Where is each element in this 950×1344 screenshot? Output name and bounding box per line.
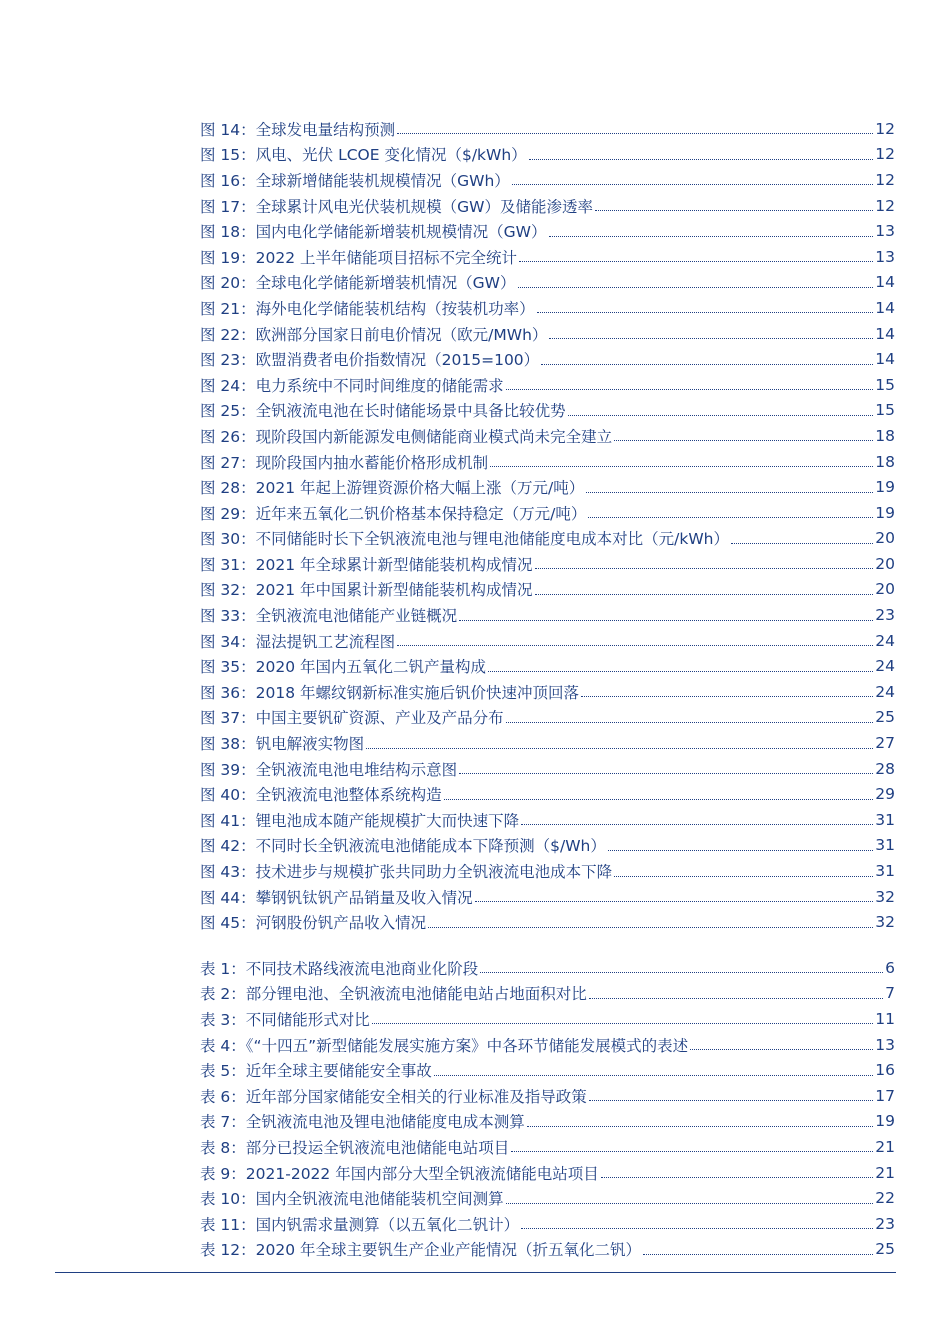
toc-figure-entry-label: 图 24：电力系统中不同时间维度的储能需求 — [200, 376, 504, 395]
dot-leader — [397, 133, 873, 134]
dot-leader — [459, 773, 873, 774]
dot-leader — [444, 799, 874, 800]
dot-leader — [511, 1151, 873, 1152]
toc-figure-entry[interactable] — [200, 321, 895, 347]
toc-figure-entry-page-number: 12 — [875, 196, 895, 215]
dot-leader — [549, 236, 874, 237]
toc-figure-entry[interactable] — [200, 807, 895, 833]
dot-leader — [521, 824, 873, 825]
toc-table-entry-label: 表 9：2021-2022 年国内部分大型全钒液流储能电站项目 — [200, 1164, 599, 1183]
toc-figure-entry-page-number: 15 — [875, 401, 895, 420]
toc-figure-entry-label: 图 27：现阶段国内抽水蓄能价格形成机制 — [200, 453, 489, 472]
toc-figure-entry[interactable] — [200, 526, 895, 552]
toc-figure-entry-page-number: 14 — [875, 324, 895, 343]
toc-table-entry-page-number: 19 — [875, 1112, 895, 1131]
toc-table-entry-label: 表 4：《“十四五”新型储能发展实施方案》中各环节储能发展模式的表述 — [200, 1036, 689, 1055]
toc-figure-entry-label: 图 21：海外电化学储能装机结构（按装机功率） — [200, 299, 535, 318]
toc-table-entry[interactable] — [200, 1185, 895, 1211]
dot-leader — [512, 184, 873, 185]
toc-table-entry[interactable] — [200, 1006, 895, 1032]
toc-figure-entry[interactable] — [200, 577, 895, 603]
toc-figure-entry[interactable] — [200, 705, 895, 731]
toc-table-entry-label: 表 2：部分锂电池、全钒液流电池储能电站占地面积对比 — [200, 985, 587, 1004]
toc-figure-entry-label: 图 44：攀钢钒钛钒产品销量及收入情况 — [200, 888, 473, 907]
toc-figure-entry-page-number: 31 — [875, 862, 895, 881]
toc-figure-entry-page-number: 31 — [875, 836, 895, 855]
toc-figure-entry-label: 图 26：现阶段国内新能源发电侧储能商业模式尚未完全建立 — [200, 427, 613, 446]
toc-figure-entry-page-number: 32 — [875, 913, 895, 932]
toc-figure-entry-page-number: 27 — [875, 734, 895, 753]
toc-figure-entry-page-number: 14 — [875, 298, 895, 317]
toc-figure-entry[interactable] — [200, 244, 895, 270]
section-gap — [200, 935, 895, 955]
toc-figure-entry[interactable] — [200, 858, 895, 884]
toc-figure-entry-page-number: 13 — [875, 247, 895, 266]
dot-leader — [731, 543, 873, 544]
dot-leader — [506, 389, 874, 390]
toc-figure-entry[interactable] — [200, 270, 895, 296]
dot-leader — [519, 261, 873, 262]
toc-figure-entry-page-number: 32 — [875, 887, 895, 906]
dot-leader — [608, 850, 873, 851]
toc-table-entry-label: 表 11：国内钒需求量测算（以五氧化二钒计） — [200, 1215, 520, 1234]
toc-figure-entry-label: 图 16：全球新增储能装机规模情况（GWh） — [200, 171, 510, 190]
dot-leader — [549, 338, 873, 339]
dot-leader — [527, 1126, 873, 1127]
toc-figure-entry[interactable] — [200, 474, 895, 500]
toc-figure-entry-label: 图 32：2021 年中国累计新型储能装机构成情况 — [200, 581, 533, 600]
toc-figure-entry-label: 图 30：不同储能时长下全钒液流电池与锂电池储能度电成本对比（元/kWh） — [200, 530, 730, 549]
dot-leader — [480, 972, 883, 973]
toc-figure-entry[interactable] — [200, 142, 895, 168]
toc-figure-entry-label: 图 35：2020 年国内五氧化二钒产量构成 — [200, 658, 487, 677]
toc-figure-entry[interactable] — [200, 193, 895, 219]
dot-leader — [537, 312, 874, 313]
toc-table-entry-label: 表 6：近年部分国家储能安全相关的行业标准及指导政策 — [200, 1087, 587, 1106]
dot-leader — [581, 696, 873, 697]
toc-table-entry-page-number: 17 — [875, 1086, 895, 1105]
toc-table-entry-page-number: 21 — [875, 1137, 895, 1156]
toc-table-entry-label: 表 8：部分已投运全钒液流电池储能电站项目 — [200, 1138, 510, 1157]
toc-table-entry-page-number: 11 — [875, 1009, 895, 1028]
toc-table-entry-page-number: 16 — [875, 1061, 895, 1080]
toc-figure-entry-label: 图 18：国内电化学储能新增装机规模情况（GW） — [200, 223, 547, 242]
toc-figure-entry-label: 图 31：2021 年全球累计新型储能装机构成情况 — [200, 555, 533, 574]
toc-figure-entry-label: 图 28：2021 年起上游锂资源价格大幅上涨（万元/吨） — [200, 479, 585, 498]
toc-figure-entry-page-number: 20 — [875, 580, 895, 599]
dot-leader — [475, 901, 874, 902]
toc-table-entry-label: 表 5：近年全球主要储能安全事故 — [200, 1062, 432, 1081]
toc-figure-entry-label: 图 14：全球发电量结构预测 — [200, 120, 396, 139]
toc-figure-entry-label: 图 41：锂电池成本随产能规模扩大而快速下降 — [200, 811, 520, 830]
dot-leader — [529, 159, 874, 160]
dot-leader — [372, 1023, 873, 1024]
dot-leader — [586, 492, 873, 493]
toc-figure-entry-page-number: 31 — [875, 810, 895, 829]
toc-table-entry[interactable] — [200, 955, 895, 981]
dot-leader — [643, 1254, 873, 1255]
toc-figure-entry-label: 图 33：全钒液流电池储能产业链概况 — [200, 607, 458, 626]
toc-figure-entry-label: 图 29：近年来五氧化二钒价格基本保持稳定（万元/吨） — [200, 504, 587, 523]
toc-figure-entry[interactable] — [200, 833, 895, 859]
dot-leader — [541, 364, 873, 365]
toc-figure-entry-label: 图 37：中国主要钒矿资源、产业及产品分布 — [200, 709, 504, 728]
toc-table-entry-page-number: 6 — [885, 958, 895, 977]
toc-figure-entry-page-number: 24 — [875, 682, 895, 701]
dot-leader — [601, 1177, 874, 1178]
toc-figure-entry[interactable] — [200, 628, 895, 654]
dot-leader — [568, 415, 874, 416]
dot-leader — [535, 594, 874, 595]
toc-table-entry[interactable] — [200, 1083, 895, 1109]
toc-table-entry[interactable] — [200, 1109, 895, 1135]
dot-leader — [490, 466, 873, 467]
dot-leader — [589, 998, 883, 999]
toc-figure-entry[interactable] — [200, 679, 895, 705]
toc-table-entry-label: 表 10：国内全钒液流电池储能装机空间测算 — [200, 1190, 504, 1209]
toc-figure-entry[interactable] — [200, 602, 895, 628]
dot-leader — [614, 440, 873, 441]
toc-figure-entry[interactable] — [200, 167, 895, 193]
toc-figure-entry[interactable] — [200, 346, 895, 372]
toc-figure-entry[interactable] — [200, 372, 895, 398]
toc-figure-entry-page-number: 24 — [875, 657, 895, 676]
dot-leader — [595, 210, 873, 211]
toc-figure-entry-page-number: 24 — [875, 631, 895, 650]
toc-table-entry[interactable] — [200, 1237, 895, 1263]
toc-figure-entry[interactable] — [200, 398, 895, 424]
toc-figure-entry-label: 图 19：2022 上半年储能项目招标不完全统计 — [200, 248, 518, 267]
dot-leader — [506, 1203, 874, 1204]
toc-figure-entry[interactable] — [200, 909, 895, 935]
dot-leader — [506, 722, 874, 723]
table-of-contents — [200, 116, 895, 1262]
toc-table-entry[interactable] — [200, 1032, 895, 1058]
footer-divider — [55, 1272, 896, 1273]
toc-figure-entry-label: 图 45：河钢股份钒产品收入情况 — [200, 914, 427, 933]
toc-table-entry[interactable] — [200, 1211, 895, 1237]
toc-figure-entry[interactable] — [200, 756, 895, 782]
toc-figure-entry[interactable] — [200, 500, 895, 526]
toc-figure-entry-label: 图 25：全钒液流电池在长时储能场景中具备比较优势 — [200, 402, 566, 421]
toc-table-entry[interactable] — [200, 1160, 895, 1186]
toc-figure-entry[interactable] — [200, 781, 895, 807]
toc-table-entry-page-number: 7 — [885, 984, 895, 1003]
toc-figure-entry[interactable] — [200, 116, 895, 142]
toc-figure-entry[interactable] — [200, 423, 895, 449]
dot-leader — [397, 645, 873, 646]
dot-leader — [589, 1100, 873, 1101]
toc-figure-entry-page-number: 19 — [875, 503, 895, 522]
toc-figure-entry-label: 图 43：技术进步与规模扩张共同助力全钒液流电池成本下降 — [200, 863, 613, 882]
dot-leader — [588, 517, 873, 518]
toc-figure-entry-label: 图 39：全钒液流电池电堆结构示意图 — [200, 760, 458, 779]
toc-figure-entry-label: 图 42：不同时长全钒液流电池储能成本下降预测（$/Wh） — [200, 837, 606, 856]
toc-figure-entry[interactable] — [200, 551, 895, 577]
toc-figure-entry-label: 图 17：全球累计风电光伏装机规模（GW）及储能渗透率 — [200, 197, 593, 216]
toc-table-entry-page-number: 13 — [875, 1035, 895, 1054]
toc-figure-entry-label: 图 38：钒电解液实物图 — [200, 735, 365, 754]
toc-table-entry-label: 表 7：全钒液流电池及锂电池储能度电成本测算 — [200, 1113, 525, 1132]
toc-table-entry-label: 表 1：不同技术路线液流电池商业化阶段 — [200, 959, 479, 978]
dot-leader — [518, 287, 874, 288]
toc-figure-entry-label: 图 20：全球电化学储能新增装机情况（GW） — [200, 274, 516, 293]
toc-table-entry-page-number: 23 — [875, 1214, 895, 1233]
dot-leader — [459, 620, 873, 621]
toc-figure-entry-label: 图 36：2018 年螺纹钢新标准实施后钒价快速冲顶回落 — [200, 683, 580, 702]
toc-figure-entry[interactable] — [200, 730, 895, 756]
dot-leader — [521, 1228, 873, 1229]
toc-figure-entry-page-number: 28 — [875, 759, 895, 778]
toc-table-entry[interactable] — [200, 981, 895, 1007]
toc-table-entry[interactable] — [200, 1057, 895, 1083]
table-list — [200, 955, 895, 1262]
toc-figure-entry[interactable] — [200, 295, 895, 321]
toc-table-entry-page-number: 25 — [875, 1240, 895, 1259]
toc-figure-entry-page-number: 25 — [875, 708, 895, 727]
toc-figure-entry-page-number: 12 — [875, 145, 895, 164]
toc-figure-entry-page-number: 19 — [875, 478, 895, 497]
toc-figure-entry-page-number: 13 — [875, 222, 895, 241]
toc-figure-entry-page-number: 12 — [875, 170, 895, 189]
figure-list — [200, 116, 895, 935]
dot-leader — [614, 876, 873, 877]
toc-figure-entry-page-number: 20 — [875, 529, 895, 548]
dot-leader — [434, 1075, 873, 1076]
toc-table-entry-label: 表 3：不同储能形式对比 — [200, 1010, 370, 1029]
toc-figure-entry-label: 图 22：欧洲部分国家日前电价情况（欧元/MWh） — [200, 325, 548, 344]
toc-figure-entry[interactable] — [200, 449, 895, 475]
dot-leader — [366, 748, 873, 749]
toc-figure-entry-page-number: 18 — [875, 452, 895, 471]
toc-figure-entry[interactable] — [200, 884, 895, 910]
toc-figure-entry[interactable] — [200, 653, 895, 679]
toc-table-entry[interactable] — [200, 1134, 895, 1160]
toc-table-entry-page-number: 22 — [875, 1189, 895, 1208]
toc-table-entry-label: 表 12：2020 年全球主要钒生产企业产能情况（折五氧化二钒） — [200, 1241, 642, 1260]
toc-figure-entry-page-number: 29 — [875, 785, 895, 804]
toc-figure-entry-page-number: 14 — [875, 350, 895, 369]
toc-figure-entry-label: 图 15：风电、光伏 LCOE 变化情况（$/kWh） — [200, 146, 527, 165]
toc-figure-entry[interactable] — [200, 218, 895, 244]
toc-figure-entry-page-number: 14 — [875, 273, 895, 292]
toc-table-entry-page-number: 21 — [875, 1163, 895, 1182]
toc-figure-entry-page-number: 18 — [875, 426, 895, 445]
toc-figure-entry-page-number: 12 — [875, 119, 895, 138]
dot-leader — [488, 671, 873, 672]
toc-figure-entry-page-number: 15 — [875, 375, 895, 394]
dot-leader — [690, 1049, 873, 1050]
toc-figure-entry-page-number: 23 — [875, 606, 895, 625]
toc-figure-entry-page-number: 20 — [875, 554, 895, 573]
dot-leader — [535, 568, 874, 569]
toc-figure-entry-label: 图 34：湿法提钒工艺流程图 — [200, 632, 396, 651]
toc-figure-entry-label: 图 23：欧盟消费者电价指数情况（2015=100） — [200, 351, 540, 370]
dot-leader — [428, 927, 873, 928]
toc-figure-entry-label: 图 40：全钒液流电池整体系统构造 — [200, 786, 442, 805]
